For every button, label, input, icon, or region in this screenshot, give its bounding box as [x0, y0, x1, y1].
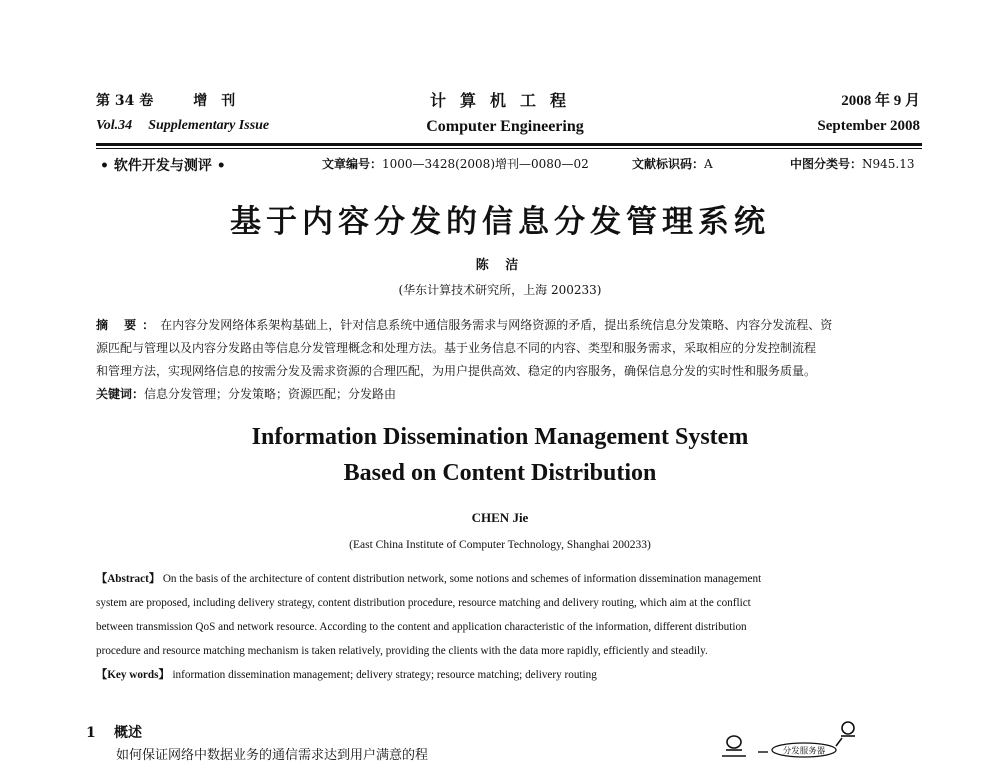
abstract-cn-text: 在内容分发网络体系架构基础上，针对信息系统中通信服务需求与网络资源的矛盾，提出系统信息分发策略、内容分发流程、资	[160, 318, 833, 332]
distribution-server-node	[772, 743, 836, 757]
abstract-en-text: On the basis of the architecture of content distribution network, some notions and schemes of information dissemination management	[162, 573, 762, 585]
keywords-cn-text: 信息分发管理；分发策略；资源匹配；分发路由	[144, 387, 397, 401]
article-number-value: 1000—3428(2008)增刊—0080—02	[382, 157, 589, 171]
document-code-value: A	[704, 157, 713, 171]
abstract-cn-line: 和管理方法，实现网络信息的按需分发及需求资源的合理匹配，为用户提供高效、稳定的内容服务，确保信息分发的实时性和服务质量。	[96, 364, 817, 378]
classification-number-value: N945.13	[862, 157, 915, 171]
section-number: 1	[86, 725, 96, 741]
volume-en: Vol.34	[96, 118, 133, 133]
classification-number	[790, 155, 915, 172]
keywords-cn	[96, 383, 922, 406]
article-number	[322, 155, 589, 172]
paper-title-en-line1: Information Dissemination Management System	[251, 424, 749, 450]
abstract-en-line: system are proposed, including delivery strategy, content distribution procedure, resource matching and delivery routing, which aim at the conflict	[96, 597, 751, 609]
abstract-en-label: 【Abstract】	[96, 573, 161, 585]
network-diagram-figure	[720, 716, 880, 760]
article-number-label: 文章编号：	[322, 157, 383, 171]
paper-title-en-line2: Based on Content Distribution	[343, 460, 657, 486]
volume-line-cn	[96, 90, 235, 110]
document-code	[632, 155, 713, 172]
computer-icon	[836, 722, 855, 746]
abstract-cn	[96, 314, 922, 406]
body-text-fragment: 如何保证网络中数据业务的通信需求达到用户满意的程	[116, 748, 429, 763]
abstract-en	[96, 567, 922, 687]
server-label: 分发服务器	[782, 746, 826, 757]
date-en: September 2008	[817, 118, 920, 134]
section-label: • 软件开发与测评 •	[100, 158, 226, 174]
section-title: 概述	[114, 725, 142, 741]
keywords-en	[96, 663, 922, 687]
volume-cn: 第 34 卷	[96, 93, 154, 109]
journal-name-cn: 计算机工程	[429, 91, 580, 110]
volume-line-en	[96, 118, 269, 134]
keywords-en-text: information dissemination management; delivery strategy; resource matching; delivery routing	[172, 669, 597, 681]
section-heading	[86, 722, 142, 742]
paper-title-cn: 基于内容分发的信息分发管理系统	[230, 204, 770, 240]
header-rule-thick	[96, 143, 922, 146]
abstract-cn-label: 摘 要：	[96, 318, 161, 332]
journal-name-en: Computer Engineering	[426, 118, 584, 135]
date-cn: 2008 年 9 月	[841, 93, 920, 109]
affiliation-en: (East China Institute of Computer Technology, Shanghai 200233)	[349, 539, 651, 551]
issue-type-en: Supplementary Issue	[148, 118, 270, 133]
author-cn: 陈 洁	[475, 258, 525, 273]
abstract-en-line: procedure and resource matching mechanism is taken relatively, providing the clients with the data more rapidly, efficiently and steadily.	[96, 645, 708, 657]
issue-type-cn: 增 刊	[193, 93, 236, 109]
abstract-cn-line: 源匹配与管理以及内容分发路由等信息分发管理概念和处理方法。基于业务信息不同的内容、类型和服务需求，采取相应的分发控制流程	[96, 341, 817, 355]
abstract-cn-line	[96, 314, 922, 337]
document-code-label: 文献标识码：	[632, 157, 705, 171]
header-rule-thin	[96, 148, 922, 149]
keywords-cn-label: 关键词：	[96, 387, 145, 401]
abstract-en-line: between transmission QoS and network resource. According to the content and application characteristic of the information, different distribution	[96, 621, 747, 633]
author-en: CHEN Jie	[471, 510, 529, 525]
computer-icon	[722, 736, 746, 756]
keywords-en-label: 【Key words】	[96, 669, 170, 681]
abstract-en-line	[96, 567, 922, 591]
affiliation-cn: (华东计算技术研究所，上海 200233)	[398, 283, 602, 297]
classification-number-label: 中图分类号：	[790, 157, 863, 171]
